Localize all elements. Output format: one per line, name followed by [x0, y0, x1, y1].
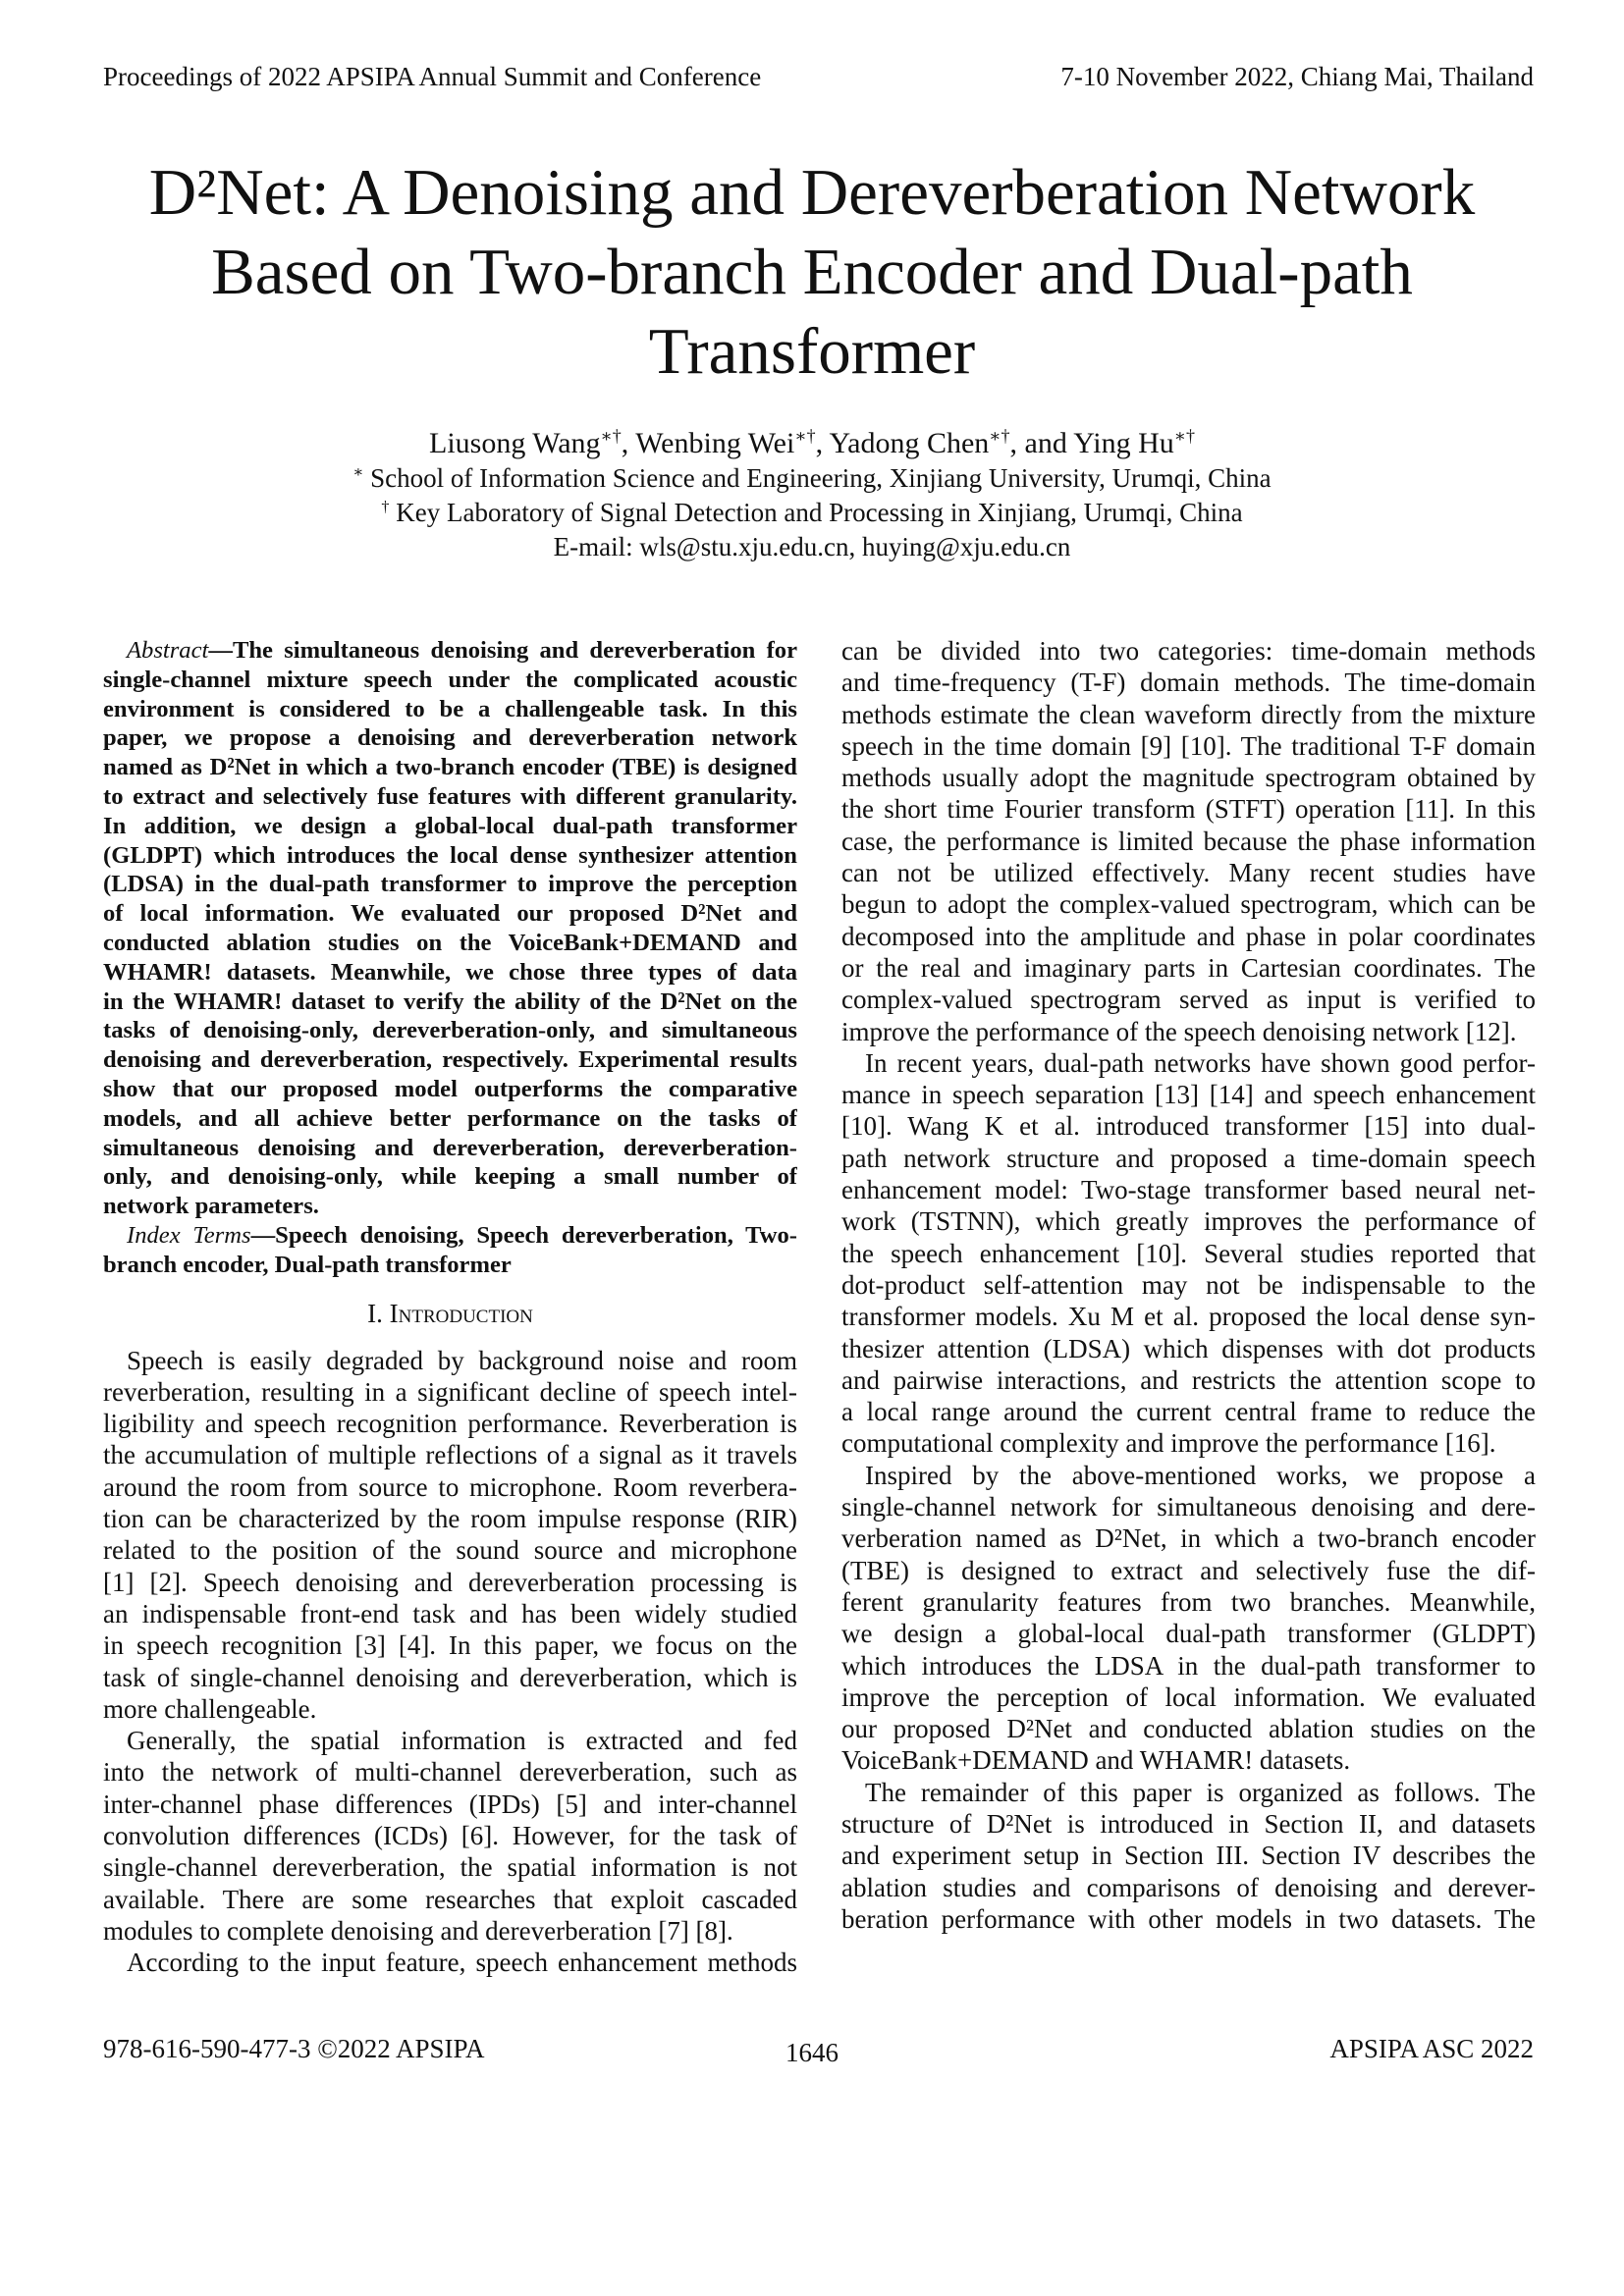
line-text: single-channel mixture speech under the complicated acoustic — [103, 666, 797, 693]
author-separator: , and — [1009, 427, 1074, 459]
text-line — [103, 723, 797, 753]
text-line: our proposed D²Net and conducted ablation studies on the — [841, 1714, 1536, 1744]
text-line: the accumulation of multiple reflections of a signal as it travels — [103, 1440, 797, 1470]
text-line: or the real and imaginary parts in Cartesian coordinates. The — [841, 952, 1536, 983]
text-line: the speech enhancement [10]. Several studies reported that — [841, 1238, 1536, 1268]
text-line — [103, 782, 797, 812]
text-line: enhancement model: Two-stage transformer based neural net- — [841, 1175, 1536, 1205]
text-line: The remainder of this paper is organized as follows. The — [865, 1777, 1536, 1807]
text-line: methods usually adopt the magnitude spectrogram obtained by — [841, 763, 1536, 793]
text-line: verberation named as D²Net, in which a two-branch encoder — [841, 1523, 1536, 1554]
text-line — [103, 1016, 797, 1045]
affiliation-mark: † — [381, 498, 390, 515]
line-text: in the WHAMR! dataset to verify the ability of the D²Net on the — [103, 988, 797, 1015]
author-list — [0, 425, 1624, 461]
text-line: and experiment setup in Section III. Section IV describes the — [841, 1841, 1536, 1871]
author-separator: , — [621, 427, 636, 459]
title-line: D²Net: A Denoising and Dereverberation Network — [148, 156, 1476, 229]
text-line: Inspired by the above-mentioned works, we propose a — [865, 1460, 1536, 1490]
text-line: task of single-channel denoising and dereverberation, which is — [103, 1662, 797, 1692]
email-text: E-mail: wls@stu.xju.edu.cn, huying@xju.edu.cn — [553, 532, 1071, 561]
text-line: structure of D²Net is introduced in Section II, and datasets — [841, 1808, 1536, 1839]
text-line: mance in speech separation [13] [14] and speech enhancement — [841, 1080, 1536, 1110]
text-line — [103, 1104, 797, 1134]
text-line: we design a global-local dual-path transformer (GLDPT) — [841, 1619, 1536, 1649]
line-text: conducted ablation studies on the VoiceBank+DEMAND and — [103, 929, 797, 956]
text-line: more challengeable. — [103, 1693, 317, 1724]
line-text: models, and all achieve better performance on the tasks of — [103, 1104, 797, 1132]
line-text: WHAMR! datasets. Meanwhile, we chose three types of data — [103, 958, 797, 986]
paragraph — [841, 635, 1536, 1047]
abstract — [103, 636, 797, 1221]
paragraph — [103, 1725, 797, 1947]
text-line: [1] [2]. Speech denoising and dereverberation processing is — [103, 1567, 797, 1597]
text-line: beration performance with other models in two datasets. The — [841, 1903, 1536, 1934]
footer-isbn: 978-616-590-477-3 ©2022 APSIPA — [103, 2034, 485, 2063]
text-line: and time-frequency (T-F) domain methods. The time-domain — [841, 667, 1536, 698]
line-text: tasks of denoising-only, dereverberation-only, and simultaneous — [103, 1017, 797, 1044]
line-text: environment is considered to be a challengeable task. In this — [103, 695, 797, 722]
affiliation — [0, 461, 1624, 496]
footer-conference: APSIPA ASC 2022 — [1329, 2034, 1534, 2063]
text-line: ferent granularity features from two branches. Meanwhile, — [841, 1586, 1536, 1617]
line-text: to extract and selectively fuse features with different granularity. — [103, 782, 797, 810]
text-line — [103, 1192, 797, 1221]
text-line: According to the input feature, speech enhancement methods — [127, 1948, 797, 1978]
line-text: named as D²Net in which a two-branch encoder (TBE) is designed — [103, 754, 797, 781]
line-text: only, and denoising-only, while keeping a small number of — [103, 1163, 797, 1191]
text-line — [103, 958, 797, 988]
running-header-left: Proceedings of 2022 APSIPA Annual Summit and Conference — [103, 62, 762, 91]
line-text: network parameters. — [103, 1193, 319, 1220]
text-line — [103, 666, 797, 695]
author-name: Wenbing Wei — [635, 427, 795, 459]
text-line: improve the performance of the speech denoising network [12]. — [841, 1016, 1517, 1046]
text-line: begun to adopt the complex-valued spectrogram, which can be — [841, 889, 1536, 920]
text-line: improve the perception of local information. We evaluated — [841, 1682, 1536, 1712]
text-line: work (TSTNN), which greatly improves the performance of — [841, 1206, 1536, 1237]
affiliation-mark: ∗† — [600, 426, 622, 446]
line-text: In addition, we design a global-local dual-path transformer — [103, 812, 797, 839]
paragraph — [841, 1047, 1536, 1460]
affiliation-text: School of Information Science and Engineering, Xinjiang University, Urumqi, China — [363, 463, 1272, 493]
text-line: [10]. Wang K et al. introduced transformer [15] into dual- — [841, 1111, 1536, 1142]
right-column — [841, 635, 1536, 1935]
text-line: Generally, the spatial information is extracted and fed — [127, 1726, 797, 1756]
author-name: Liusong Wang — [429, 427, 601, 459]
left-column — [103, 636, 797, 1978]
text-line: modules to complete denoising and dereverberation [7] [8]. — [103, 1915, 733, 1946]
text-line: into the network of multi-channel dereverberation, such as — [103, 1757, 797, 1788]
text-line: reverberation, resulting in a significant decline of speech intel- — [103, 1376, 797, 1407]
text-line — [103, 753, 797, 782]
text-line: and pairwise interactions, and restricts the attention scope to — [841, 1364, 1536, 1395]
text-line: tion can be characterized by the room impulse response (RIR) — [103, 1504, 797, 1534]
affiliation-mark: ∗† — [1173, 426, 1195, 446]
line-text: paper, we propose a denoising and dereverberation network — [103, 724, 797, 752]
text-line: In recent years, dual-path networks have shown good perfor- — [865, 1047, 1536, 1078]
text-line: convolution differences (ICDs) [6]. However, for the task of — [103, 1820, 797, 1850]
text-line — [103, 1075, 797, 1104]
text-line: in speech recognition [3] [4]. In this paper, we focus on the — [103, 1630, 797, 1661]
title-line: Based on Two-branch Encoder and Dual-path — [211, 236, 1413, 308]
text-line: path network structure and proposed a time-domain speech — [841, 1143, 1536, 1173]
text-line: complex-valued spectrogram served as input is verified to — [841, 985, 1536, 1015]
text-line: Speech is easily degraded by background noise and room — [127, 1345, 797, 1375]
text-line: (TBE) is designed to extract and selectively fuse the dif- — [841, 1555, 1536, 1585]
line-text: —The simultaneous denoising and dereverberation for — [208, 637, 797, 664]
index-terms — [103, 1221, 797, 1280]
text-line: available. There are some researches that exploit cascaded — [103, 1884, 797, 1914]
text-line — [103, 1045, 797, 1075]
text-line: decomposed into the amplitude and phase in polar coordinates — [841, 921, 1536, 951]
line-text: —Speech denoising, Speech dereverberation, Two- — [250, 1221, 797, 1249]
affiliation — [0, 496, 1624, 530]
page-number: 1646 — [785, 2038, 839, 2067]
introduction-text — [103, 1345, 797, 1979]
affiliation-text: Key Laboratory of Signal Detection and Processing in Xinjiang, Urumqi, China — [389, 498, 1243, 527]
text-line — [103, 899, 797, 929]
paper-title — [0, 153, 1624, 392]
text-line: speech in the time domain [9] [10]. The traditional T-F domain — [841, 730, 1536, 761]
email-line — [0, 530, 1624, 564]
text-line — [103, 636, 797, 666]
line-text: simultaneous denoising and dereverberation, dereverberation- — [103, 1134, 797, 1161]
author-separator: , — [815, 427, 830, 459]
text-line — [103, 812, 797, 841]
text-line: related to the position of the sound source and microphone — [103, 1535, 797, 1566]
paragraph — [841, 1777, 1536, 1935]
text-line — [103, 988, 797, 1017]
author-name: Yadong Chen — [829, 427, 990, 459]
text-line: methods estimate the clean waveform directly from the mixture — [841, 699, 1536, 729]
paragraph — [103, 1947, 797, 1978]
paragraph — [841, 1460, 1536, 1777]
author-block — [0, 425, 1624, 564]
text-line: around the room from source to microphone. Room reverbera- — [103, 1471, 797, 1502]
line-text: denoising and dereverberation, respectively. Experimental results — [103, 1046, 797, 1074]
affiliation-mark: ∗ — [352, 463, 364, 481]
text-line — [103, 929, 797, 958]
text-line: an indispensable front-end task and has been widely studied — [103, 1598, 797, 1629]
affiliation-mark: ∗† — [794, 426, 816, 446]
text-line: the short time Fourier transform (STFT) operation [11]. In this — [841, 794, 1536, 825]
text-line: single-channel dereverberation, the spatial information is not — [103, 1852, 797, 1883]
line-text: (LDSA) in the dual-path transformer to improve the perception — [103, 871, 797, 898]
text-line — [103, 1251, 797, 1280]
title-line: Transformer — [648, 315, 976, 388]
text-line: inter-channel phase differences (IPDs) [5] and inter-channel — [103, 1789, 797, 1819]
running-header-right: 7-10 November 2022, Chiang Mai, Thailand — [1060, 62, 1534, 91]
section-heading: I. Introduction — [367, 1298, 533, 1328]
text-line: dot-product self-attention may not be indispensable to the — [841, 1269, 1536, 1300]
line-text: show that our proposed model outperforms the comparative — [103, 1075, 797, 1102]
text-line: which introduces the LDSA in the dual-path transformer to — [841, 1650, 1536, 1681]
line-text: (GLDPT) which introduces the local dense synthesizer attention — [103, 841, 797, 869]
text-line — [103, 841, 797, 871]
text-line: ablation studies and comparisons of denoising and derever- — [841, 1872, 1536, 1902]
text-line: VoiceBank+DEMAND and WHAMR! datasets. — [841, 1745, 1351, 1776]
line-text: branch encoder, Dual-path transformer — [103, 1251, 512, 1278]
text-line — [103, 1134, 797, 1163]
text-line — [103, 1162, 797, 1192]
text-line: single-channel network for simultaneous denoising and dere- — [841, 1492, 1536, 1522]
affiliation-mark: ∗† — [989, 426, 1010, 446]
text-line: a local range around the current central frame to reduce the — [841, 1397, 1536, 1427]
paragraph — [103, 1345, 797, 1726]
text-line — [103, 870, 797, 899]
line-text: of local information. We evaluated our proposed D²Net and — [103, 900, 797, 928]
text-line: can be divided into two categories: time-domain methods — [841, 636, 1536, 666]
text-line: computational complexity and improve the performance [16]. — [841, 1428, 1496, 1459]
label: Index Terms — [127, 1221, 251, 1249]
author-name: Ying Hu — [1073, 427, 1174, 459]
label: Abstract — [127, 637, 209, 664]
text-line: transformer models. Xu M et al. proposed the local dense syn- — [841, 1302, 1536, 1332]
text-line: can not be utilized effectively. Many recent studies have — [841, 858, 1536, 888]
text-line: ligibility and speech recognition performance. Reverberation is — [103, 1409, 797, 1439]
text-line — [103, 695, 797, 724]
text-line — [103, 1221, 797, 1251]
text-line: thesizer attention (LDSA) which dispenses with dot products — [841, 1333, 1536, 1363]
text-line: case, the performance is limited because the phase information — [841, 826, 1536, 856]
